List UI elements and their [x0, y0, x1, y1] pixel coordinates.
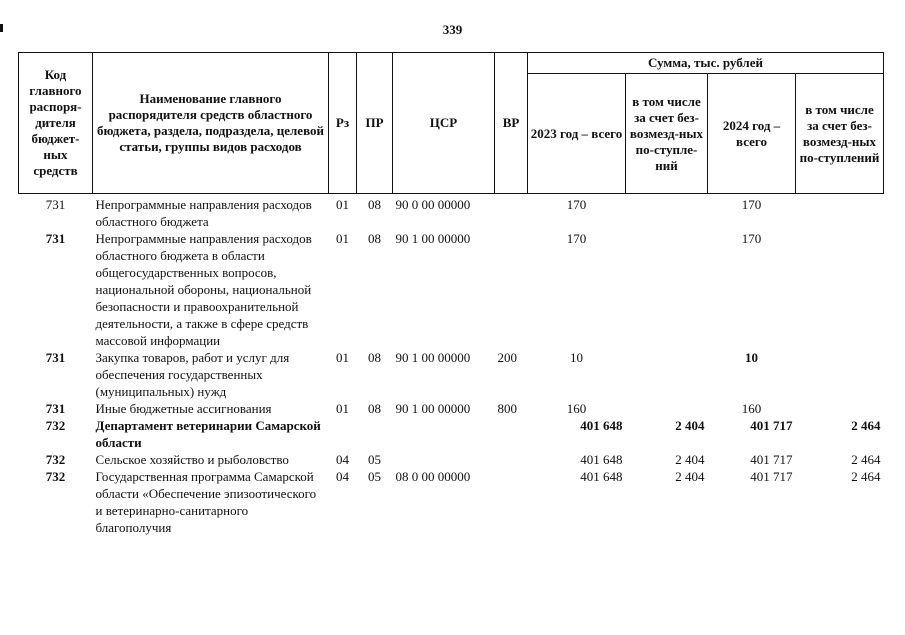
cell-csr: 90 1 00 00000: [395, 350, 471, 365]
cell-name: Закупка товаров, работ и услуг для обеспечения государственных (муниципальных) нужд: [95, 350, 290, 399]
table-row: [19, 230, 884, 349]
cell-2024-free: [796, 230, 884, 349]
cell-rz: 01: [336, 197, 349, 212]
cell-2023-free: [626, 194, 708, 231]
header-vr: ВР: [495, 53, 528, 194]
cell-csr: 90 0 00 00000: [395, 197, 471, 212]
header-2024-total: 2024 год – всего: [708, 74, 796, 194]
cell-name: Иные бюджетные ассигнования: [95, 401, 272, 416]
header-pr: ПР: [357, 53, 393, 194]
cell-csr: 90 1 00 00000: [395, 401, 471, 416]
cell-csr: [393, 451, 495, 468]
cell-2024-free: [796, 400, 884, 417]
cell-pr: 08: [368, 197, 381, 212]
page-number: 339: [442, 22, 463, 37]
cell-rz: 01: [336, 401, 349, 416]
cell-2024-free: 2 464: [851, 418, 881, 433]
cell-2023-total: 401 648: [580, 469, 623, 484]
cell-vr: 200: [497, 350, 517, 365]
cell-2024-total: 160: [741, 401, 762, 416]
cell-2023-free: [626, 349, 708, 400]
cell-name: Непрограммные направления расходов областного бюджета в области общегосударственных вопросов, национальной обороны, национальной безопасности и правоохранительной деятельности, а также в сфере средств массовой информации: [95, 231, 312, 348]
cell-2023-total: 160: [566, 401, 587, 416]
header-code: Код главного распоря-дителя бюджет-ных средств: [19, 53, 93, 194]
cell-2023-total: 401 648: [580, 418, 623, 433]
cell-code: 731: [45, 401, 66, 416]
cell-rz: 01: [336, 350, 349, 365]
header-2024-free: в том числе за счет без-возмезд-ных по-ступлений: [796, 74, 884, 194]
cell-name: Государственная программа Самарской области «Обеспечение эпизоотического и ветеринарно-санитарного благополучия: [95, 469, 317, 535]
cell-2024-total: 10: [745, 350, 758, 365]
cell-csr: 08 0 00 00000: [395, 469, 471, 484]
cell-vr: [495, 417, 528, 451]
cell-rz: 01: [336, 231, 349, 246]
cell-2023-free: [626, 230, 708, 349]
cell-2024-total: 401 717: [750, 469, 793, 484]
cell-pr: 05: [368, 452, 381, 467]
cell-2023-free: [626, 400, 708, 417]
cell-code: 731: [45, 350, 66, 365]
cell-name: Непрограммные направления расходов областного бюджета: [95, 197, 312, 229]
header-2023-total: 2023 год – всего: [528, 74, 626, 194]
cell-code: 732: [45, 452, 66, 467]
cell-code: 731: [45, 197, 66, 212]
table-header: [19, 53, 884, 194]
cell-2023-total: 170: [566, 197, 587, 212]
cell-2024-total: 401 717: [750, 452, 793, 467]
cell-pr: 05: [368, 469, 381, 484]
cell-code: 732: [45, 469, 66, 484]
header-sum-group: Сумма, тыс. рублей: [528, 53, 884, 74]
cell-2024-free: 2 464: [851, 452, 881, 467]
header-rz: Рз: [329, 53, 357, 194]
table-row: [19, 400, 884, 417]
cell-2023-free: 2 404: [675, 469, 705, 484]
cell-code: 731: [45, 231, 66, 246]
cell-pr: 08: [368, 231, 381, 246]
cell-csr: [393, 417, 495, 451]
cell-rz: 04: [336, 469, 349, 484]
table-row: [19, 194, 884, 231]
cell-vr: 800: [497, 401, 517, 416]
cell-vr: [495, 230, 528, 349]
table-row: [19, 417, 884, 451]
cell-vr: [495, 194, 528, 231]
cell-csr: 90 1 00 00000: [395, 231, 471, 246]
table-row: [19, 451, 884, 468]
table-row: [19, 468, 884, 536]
cell-2024-free: [796, 349, 884, 400]
cell-vr: [495, 451, 528, 468]
budget-table: [18, 52, 884, 536]
cell-name: Департамент ветеринарии Самарской области: [95, 418, 321, 450]
header-name: Наименование главного распорядителя средств областного бюджета, раздела, подраздела, целевой статьи, группы видов расходов: [93, 53, 329, 194]
table-row: [19, 349, 884, 400]
cell-2024-total: 170: [741, 231, 762, 246]
cell-2023-free: 2 404: [675, 418, 705, 433]
cell-2023-free: 2 404: [675, 452, 705, 467]
cell-rz: 04: [336, 452, 349, 467]
header-csr: ЦСР: [393, 53, 495, 194]
cell-code: 732: [45, 418, 66, 433]
cell-pr: 08: [368, 350, 381, 365]
header-2023-free: в том числе за счет без-возмезд-ных по-ступле-ний: [626, 74, 708, 194]
cell-pr: 08: [368, 401, 381, 416]
cell-2023-total: 10: [570, 350, 583, 365]
cell-2024-total: 170: [741, 197, 762, 212]
cell-2024-free: [796, 194, 884, 231]
cell-2024-total: 401 717: [750, 418, 793, 433]
cell-2023-total: 170: [566, 231, 587, 246]
table-body: [19, 194, 884, 537]
cell-2024-free: 2 464: [851, 469, 881, 484]
cell-2023-total: 401 648: [580, 452, 623, 467]
cell-vr: [495, 468, 528, 536]
cell-name: Сельское хозяйство и рыболовство: [95, 452, 289, 467]
cell-rz: [329, 417, 357, 451]
cell-pr: [357, 417, 393, 451]
